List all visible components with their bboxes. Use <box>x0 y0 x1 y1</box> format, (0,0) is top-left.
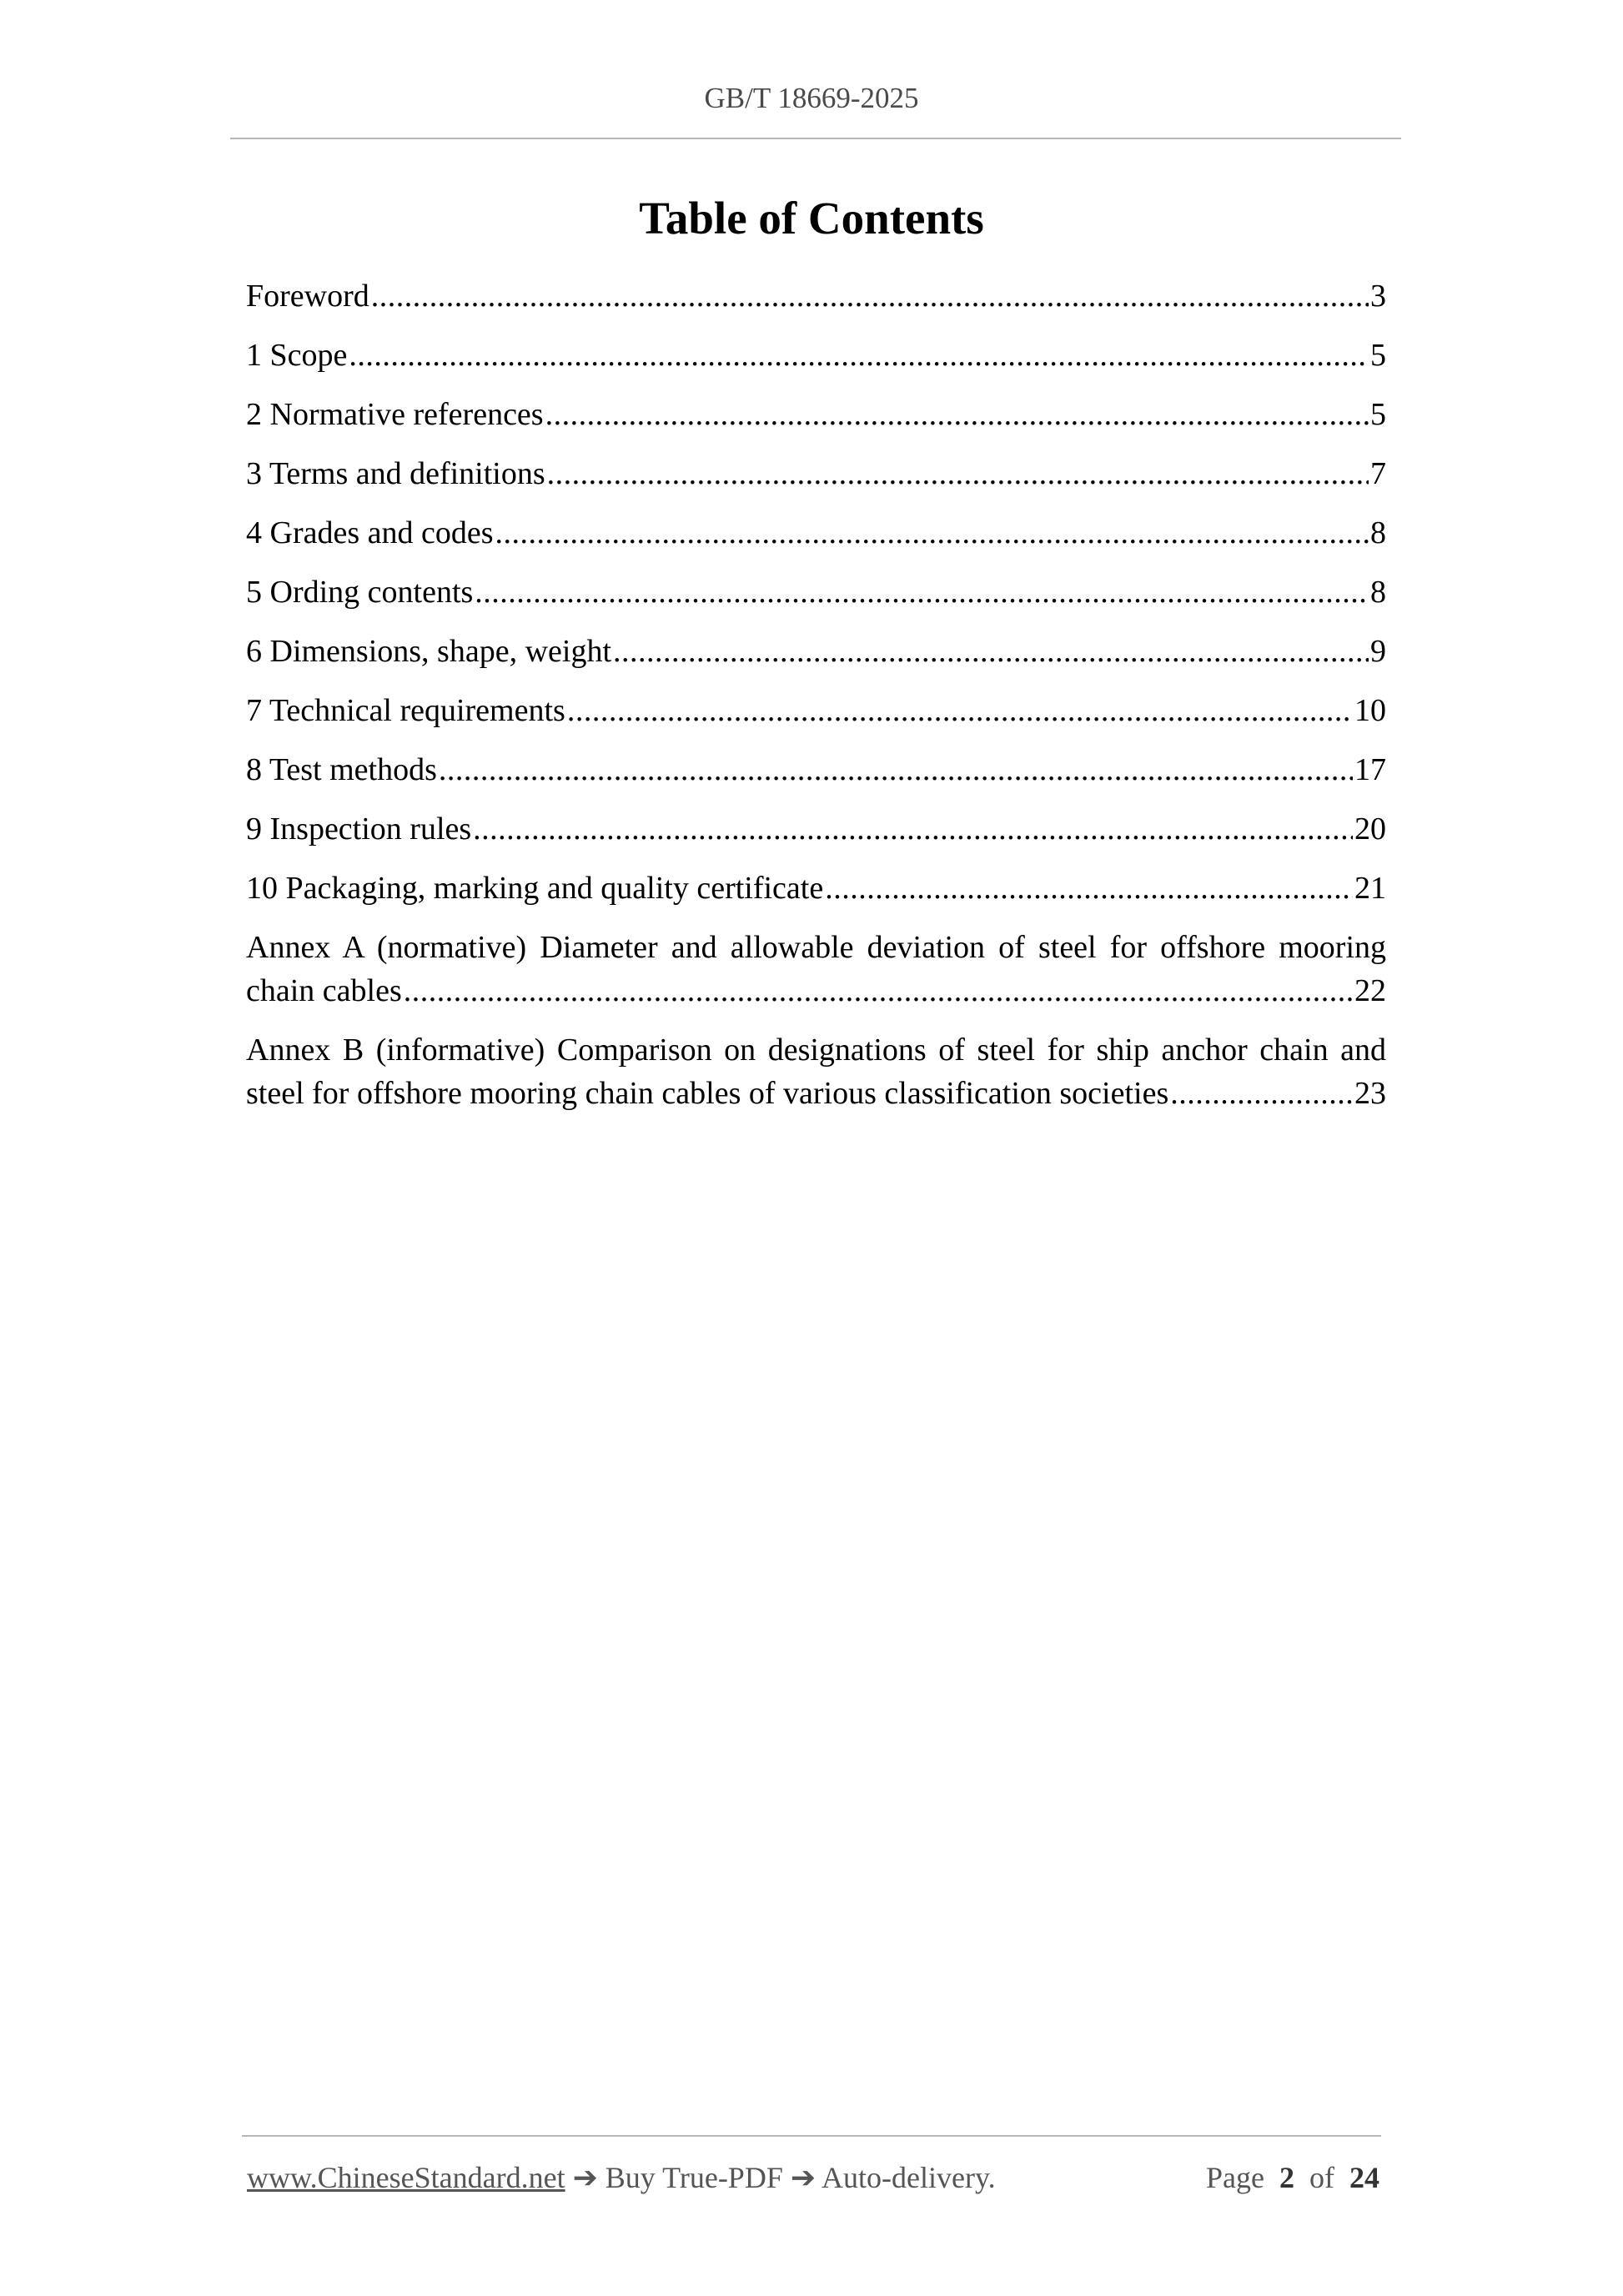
toc-entry-label: 4 Grades and codes <box>246 515 494 550</box>
toc-entry-normative-references[interactable] <box>246 393 1386 436</box>
toc-entry-label: 8 Test methods <box>246 752 437 787</box>
toc-entry-label: 3 Terms and definitions <box>246 456 545 491</box>
arrow-right-icon: ➔ <box>790 2161 817 2194</box>
toc-entry-terms-and-definitions[interactable] <box>246 452 1386 495</box>
toc-page-number: 5 <box>1370 397 1386 432</box>
toc-page-number: 17 <box>1354 752 1386 787</box>
footer-divider <box>242 2135 1381 2137</box>
dot-leader <box>495 511 1369 555</box>
toc-page-number: 7 <box>1370 456 1386 491</box>
dot-leader <box>1170 1072 1353 1115</box>
dot-leader <box>567 689 1353 732</box>
toc-entry-label-line1: Annex A (normative) Diameter and allowable deviation of steel for offshore mooring <box>246 930 1386 965</box>
toc-entry-label: Foreword <box>246 279 369 314</box>
dot-leader <box>349 334 1369 377</box>
toc-page-number: 21 <box>1354 871 1386 906</box>
dot-leader <box>613 630 1369 673</box>
of-label: of <box>1309 2161 1334 2194</box>
current-page-number: 2 <box>1279 2161 1294 2194</box>
toc-entry-label: 1 Scope <box>246 338 348 373</box>
toc-entry-technical-requirements[interactable] <box>246 689 1386 732</box>
arrow-right-icon: ➔ <box>572 2161 598 2194</box>
dot-leader <box>439 748 1353 791</box>
dot-leader <box>547 452 1369 495</box>
total-pages-number: 24 <box>1349 2161 1379 2194</box>
toc-entry-inspection-rules[interactable] <box>246 807 1386 851</box>
toc-entry-label: 6 Dimensions, shape, weight <box>246 634 612 669</box>
toc-entry-label: 5 Ording contents <box>246 575 474 610</box>
header-divider <box>230 138 1401 139</box>
dot-leader <box>825 867 1353 910</box>
toc-entry-packaging[interactable] <box>246 867 1386 910</box>
dot-leader <box>475 570 1369 614</box>
toc-entry-scope[interactable] <box>246 334 1386 377</box>
toc-entry-label-line2: chain cables <box>246 973 402 1008</box>
toc-entry-label-line2: steel for offshore mooring chain cables of various classification societies <box>246 1076 1169 1111</box>
toc-page-number: 9 <box>1370 634 1386 669</box>
toc-entry-label: 10 Packaging, marking and quality certificate <box>246 871 824 906</box>
toc-entry-label: 7 Technical requirements <box>246 693 565 728</box>
page-footer <box>247 2160 1379 2195</box>
buy-pdf-text: Buy True-PDF <box>605 2161 783 2194</box>
dot-leader <box>404 969 1353 1012</box>
toc-entry-label: 2 Normative references <box>246 397 544 432</box>
dot-leader <box>371 274 1369 318</box>
toc-page-number: 5 <box>1370 338 1386 373</box>
toc-entry-annex-b[interactable] <box>246 1028 1386 1115</box>
toc-entry-dimensions[interactable] <box>246 630 1386 673</box>
toc-entry-test-methods[interactable] <box>246 748 1386 791</box>
dot-leader <box>545 393 1369 436</box>
toc-page-number: 10 <box>1354 693 1386 728</box>
toc-page-number: 8 <box>1370 515 1386 550</box>
toc-entry-ording-contents[interactable] <box>246 570 1386 614</box>
toc-entry-label-line1: Annex B (informative) Comparison on designations of steel for ship anchor chain and <box>246 1032 1386 1068</box>
toc-entry-grades-and-codes[interactable] <box>246 511 1386 555</box>
toc-entry-annex-a[interactable] <box>246 926 1386 1012</box>
toc-entry-label: 9 Inspection rules <box>246 811 472 847</box>
page-indicator <box>1206 2160 1379 2195</box>
toc-page-number: 22 <box>1354 973 1386 1008</box>
toc-entry-foreword[interactable] <box>246 274 1386 318</box>
auto-delivery-text: Auto-delivery. <box>822 2161 996 2194</box>
toc-title: Table of Contents <box>639 193 984 244</box>
dot-leader <box>473 807 1353 851</box>
table-of-contents <box>246 274 1386 1131</box>
toc-page-number: 23 <box>1354 1076 1386 1111</box>
document-id-header: GB/T 18669-2025 <box>704 82 919 114</box>
toc-page-number: 20 <box>1354 811 1386 847</box>
footer-promo <box>247 2160 996 2195</box>
page-label: Page <box>1206 2161 1264 2194</box>
toc-page-number: 8 <box>1370 575 1386 610</box>
website-link[interactable]: www.ChineseStandard.net <box>247 2161 565 2194</box>
toc-page-number: 3 <box>1370 279 1386 314</box>
